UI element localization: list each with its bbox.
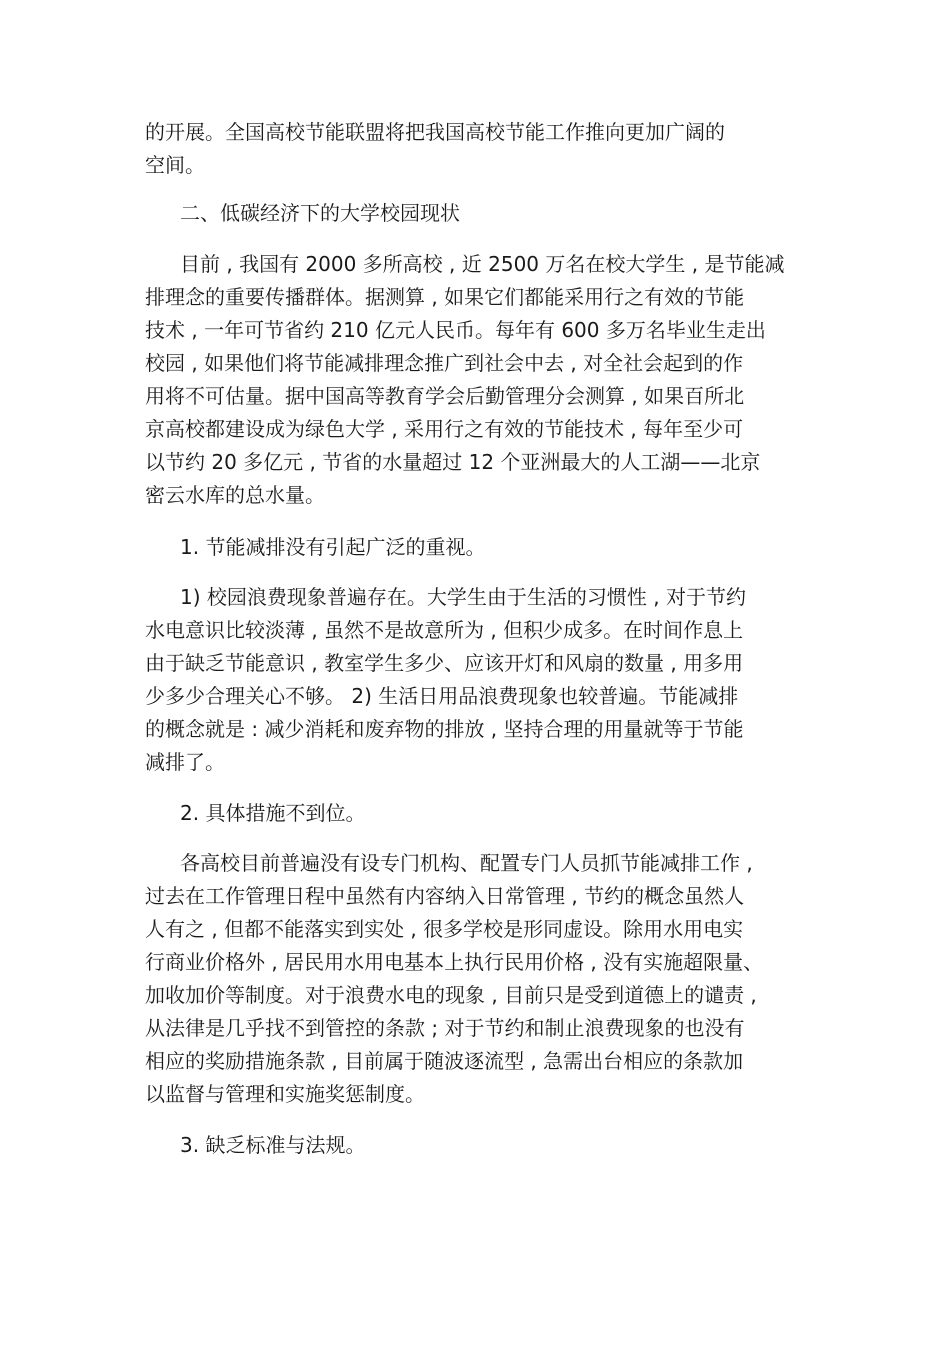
text-line: 技术 , 一年可节省约 210 亿元人民币。每年有 600 多万名毕业生走出 (145, 318, 766, 342)
text-line: 以节约 20 多亿元 , 节省的水量超过 12 个亚洲最大的人工湖——北京 (145, 450, 761, 474)
text-line: 过去在工作管理日程中虽然有内容纳入日常管理 , 节约的概念虽然人 (145, 884, 745, 908)
text-line: 少多少合理关心不够。 2) 生活日用品浪费现象也较普遍。节能减排 (145, 684, 739, 708)
text-line: 1) 校园浪费现象普遍存在。大学生由于生活的习惯性 , 对于节约 (180, 585, 746, 609)
text-line: 排理念的重要传播群体。据测算 , 如果它们都能采用行之有效的节能 (145, 285, 745, 309)
text-line: 相应的奖励措施条款 , 目前属于随波逐流型 , 急需出台相应的条款加 (145, 1049, 744, 1073)
subheading: 2. 具体措施不到位。 (180, 801, 366, 825)
subheading: 1. 节能减排没有引起广泛的重视。 (180, 535, 486, 559)
text-line: 密云水库的总水量。 (145, 483, 325, 507)
subheading: 3. 缺乏标准与法规。 (180, 1133, 366, 1157)
section-heading: 二、低碳经济下的大学校园现状 (180, 201, 460, 225)
text-line: 用将不可估量。据中国高等教育学会后勤管理分会测算 , 如果百所北 (145, 384, 745, 408)
text-line: 减排了。 (145, 750, 225, 774)
text-line: 行商业价格外 , 居民用水用电基本上执行民用价格 , 没有实施超限量、 (145, 950, 764, 974)
text-line: 加收加价等制度。对于浪费水电的现象 , 目前只是受到道德上的谴责 , (145, 983, 757, 1007)
text-line: 校园 , 如果他们将节能减排理念推广到社会中去 , 对全社会起到的作 (145, 351, 744, 375)
text-line: 目前 , 我国有 2000 多所高校 , 近 2500 万名在校大学生 , 是节能减 (180, 252, 785, 276)
text-line: 由于缺乏节能意识 , 教室学生多少、应该开灯和风扇的数量 , 用多用 (145, 651, 744, 675)
text-line: 水电意识比较淡薄 , 虽然不是故意所为 , 但积少成多。在时间作息上 (145, 618, 744, 642)
text-line: 的开展。全国高校节能联盟将把我国高校节能工作推向更加广阔的 (145, 120, 725, 144)
text-line: 以监督与管理和实施奖惩制度。 (145, 1082, 425, 1106)
text-line: 的概念就是 : 减少消耗和废弃物的排放 , 坚持合理的用量就等于节能 (145, 717, 744, 741)
text-line: 空间。 (145, 153, 205, 177)
text-line: 从法律是几乎找不到管控的条款 ; 对于节约和制止浪费现象的也没有 (145, 1016, 745, 1040)
text-line: 各高校目前普遍没有设专门机构、配置专门人员抓节能减排工作 , (180, 851, 753, 875)
text-line: 京高校都建设成为绿色大学 , 采用行之有效的节能技术 , 每年至少可 (145, 417, 744, 441)
text-line: 人有之 , 但都不能落实到实处 , 很多学校是形同虚设。除用水用电实 (145, 917, 744, 941)
